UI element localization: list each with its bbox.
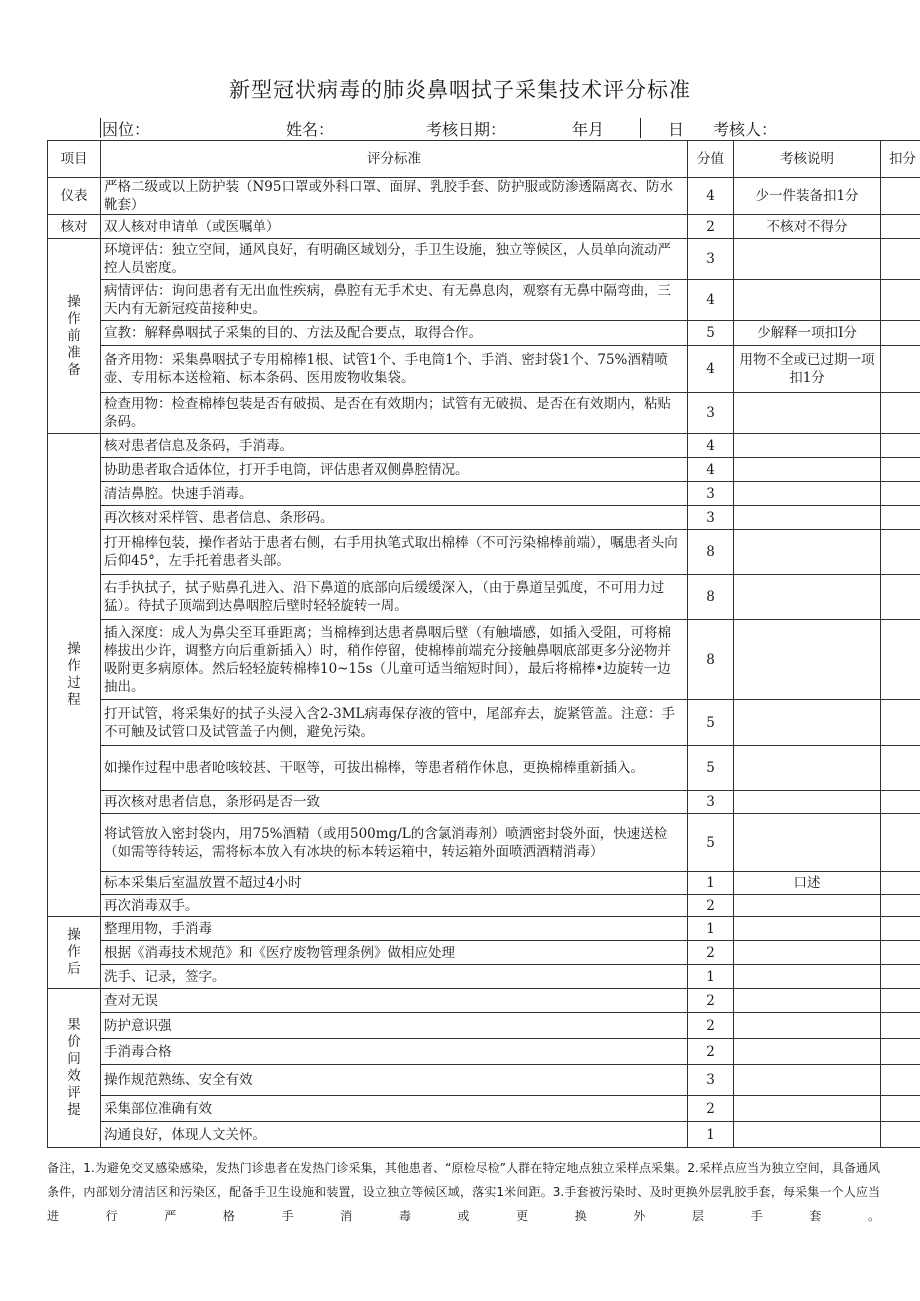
note-cell <box>734 989 881 1013</box>
footnote-remarks: 备注，1.为避免交叉感染感染，发热门诊患者在发热门诊采集，其他患者、“原检尽检”人群在特定地点独立采样点采集。2.采样点应当为独立空间，具备通风条件，内部划分清洁区和污染区，配备手卫生设施和装置，设立独立等候区域，落实1米间距。3.手套被污染时、及时更换外层乳胶手套，每采集一个人应当进行严格手消毒或更换外层手套。 <box>47 1161 880 1223</box>
score-cell: 2 <box>688 215 734 239</box>
deduct-cell[interactable] <box>881 321 920 346</box>
criteria-cell: 病情评估：询问患者有无出血性疾病，鼻腔有无手术史、有无鼻息肉，观察有无鼻中隔弯曲，三天内有无新冠疫苗接种史。 <box>101 280 688 321</box>
note-cell: 口述 <box>734 872 881 895</box>
score-cell: 1 <box>688 965 734 989</box>
table-row <box>48 700 920 746</box>
deduct-cell[interactable] <box>881 917 920 941</box>
score-cell: 3 <box>688 393 734 434</box>
criteria-cell: 严格二级或以上防护装（N95口罩或外科口罩、面屏、乳胶手套、防护服或防渗透隔离衣、防水靴套） <box>101 178 688 215</box>
table-header-row <box>48 141 920 178</box>
score-cell: 2 <box>688 989 734 1013</box>
table-row <box>48 1096 920 1122</box>
category-cell: 仪表 <box>48 178 101 215</box>
criteria-cell: 核对患者信息及条码，手消毒。 <box>101 434 688 458</box>
table-row <box>48 1013 920 1039</box>
deduct-cell[interactable] <box>881 1039 920 1065</box>
score-cell: 2 <box>688 941 734 965</box>
note-cell <box>734 575 881 620</box>
score-cell: 2 <box>688 1039 734 1065</box>
table-row <box>48 895 920 917</box>
deduct-cell[interactable] <box>881 239 920 280</box>
category-cell: 核对 <box>48 215 101 239</box>
deduct-cell[interactable] <box>881 346 920 393</box>
deduct-cell[interactable] <box>881 393 920 434</box>
deduct-cell[interactable] <box>881 1122 920 1148</box>
table-row <box>48 321 920 346</box>
score-cell: 3 <box>688 239 734 280</box>
table-row <box>48 178 920 215</box>
criteria-cell: 采集部位准确有效 <box>101 1096 688 1122</box>
scoring-table <box>47 140 920 1148</box>
note-cell <box>734 700 881 746</box>
note-cell <box>734 1122 881 1148</box>
name-label: 姓名： <box>286 120 335 139</box>
deduct-cell[interactable] <box>881 458 920 482</box>
unit-label: 因位： <box>102 120 151 139</box>
score-cell: 4 <box>688 280 734 321</box>
deduct-cell[interactable] <box>881 506 920 530</box>
deduct-cell[interactable] <box>881 530 920 575</box>
criteria-cell: 防护意识强 <box>101 1013 688 1039</box>
criteria-cell: 环境评估：独立空间，通风良好，有明确区域划分，手卫生设施，独立等候区，人员单向流动严控人员密度。 <box>101 239 688 280</box>
examiner-label: 考核人： <box>713 120 778 139</box>
criteria-cell: 再次消毒双手。 <box>101 895 688 917</box>
note-cell <box>734 239 881 280</box>
table-row <box>48 458 920 482</box>
deduct-cell[interactable] <box>881 215 920 239</box>
score-cell: 3 <box>688 506 734 530</box>
table-row <box>48 393 920 434</box>
deduct-cell[interactable] <box>881 872 920 895</box>
score-cell: 5 <box>688 746 734 791</box>
criteria-cell: 协助患者取合适体位，打开手电筒，评估患者双侧鼻腔情况。 <box>101 458 688 482</box>
table-row <box>48 280 920 321</box>
category-cell <box>48 917 101 989</box>
score-cell: 3 <box>688 791 734 814</box>
note-cell <box>734 620 881 700</box>
deduct-cell[interactable] <box>881 791 920 814</box>
note-cell: 不核对不得分 <box>734 215 881 239</box>
criteria-cell: 整理用物，手消毒 <box>101 917 688 941</box>
deduct-cell[interactable] <box>881 895 920 917</box>
deduct-cell[interactable] <box>881 1096 920 1122</box>
note-cell <box>734 1013 881 1039</box>
score-cell: 8 <box>688 575 734 620</box>
criteria-cell: 宣教：解释鼻咽拭子采集的目的、方法及配合要点，取得合作。 <box>101 321 688 346</box>
info-divider <box>640 118 641 138</box>
table-row <box>48 575 920 620</box>
table-row <box>48 1122 920 1148</box>
table-row <box>48 434 920 458</box>
table-row <box>48 239 920 280</box>
score-cell: 1 <box>688 1122 734 1148</box>
deduct-cell[interactable] <box>881 941 920 965</box>
note-cell <box>734 393 881 434</box>
note-cell <box>734 280 881 321</box>
deduct-cell[interactable] <box>881 1013 920 1039</box>
score-cell: 4 <box>688 458 734 482</box>
deduct-cell[interactable] <box>881 989 920 1013</box>
score-cell: 3 <box>688 482 734 506</box>
criteria-cell: 右手执拭子，拭子贴鼻孔进入、沿下鼻道的底部向后缓缓深入，（由于鼻道呈弧度，不可用力过猛）。待拭子顶端到达鼻咽腔后壁时轻轻旋转一周。 <box>101 575 688 620</box>
deduct-cell[interactable] <box>881 700 920 746</box>
category-cell <box>48 434 101 917</box>
score-cell: 1 <box>688 872 734 895</box>
criteria-cell: 将试管放入密封袋内，用75%酒精（或用500mg/L的含氯消毒剂）喷洒密封袋外面，快速送检（如需等待转运，需将标本放入有冰块的标本转运箱中，转运箱外面喷洒酒精消毒） <box>101 814 688 872</box>
table-row <box>48 989 920 1013</box>
header-note: 考核说明 <box>734 141 881 178</box>
criteria-cell: 手消毒合格 <box>101 1039 688 1065</box>
table-row <box>48 346 920 393</box>
note-cell <box>734 814 881 872</box>
score-cell: 2 <box>688 1096 734 1122</box>
table-row <box>48 917 920 941</box>
category-text: 操作后 <box>67 927 81 977</box>
table-row <box>48 872 920 895</box>
month-label: 年月 <box>572 120 605 139</box>
note-cell <box>734 434 881 458</box>
criteria-cell: 清洁鼻腔。快速手消毒。 <box>101 482 688 506</box>
criteria-cell: 再次核对患者信息，条形码是否一致 <box>101 791 688 814</box>
note-cell <box>734 1065 881 1096</box>
table-row <box>48 814 920 872</box>
table-row <box>48 482 920 506</box>
table-row <box>48 941 920 965</box>
table-row <box>48 791 920 814</box>
score-cell: 8 <box>688 530 734 575</box>
table-row <box>48 746 920 791</box>
criteria-cell: 双人核对申请单（或医嘱单） <box>101 215 688 239</box>
score-cell: 5 <box>688 321 734 346</box>
score-cell: 5 <box>688 814 734 872</box>
criteria-cell: 查对无误 <box>101 989 688 1013</box>
table-row <box>48 215 920 239</box>
criteria-cell: 再次核对采样管、患者信息、条形码。 <box>101 506 688 530</box>
note-cell <box>734 917 881 941</box>
score-cell: 4 <box>688 346 734 393</box>
score-cell: 2 <box>688 1013 734 1039</box>
deduct-cell[interactable] <box>881 178 920 215</box>
criteria-cell: 打开试管，将采集好的拭子头浸入含2-3ML病毒保存液的管中，尾部弃去，旋紧管盖。注意：手不可触及试管口及试管盖子内侧，避免污染。 <box>101 700 688 746</box>
criteria-cell: 沟通良好，体现人文关怀。 <box>101 1122 688 1148</box>
deduct-cell[interactable] <box>881 434 920 458</box>
table-row <box>48 965 920 989</box>
note-cell <box>734 506 881 530</box>
header-score-text: 分值 <box>697 151 724 167</box>
deduct-cell[interactable] <box>881 482 920 506</box>
note-cell <box>734 746 881 791</box>
day-label: 日 <box>668 120 685 139</box>
exam-date-label: 考核日期： <box>426 120 507 139</box>
score-cell: 5 <box>688 700 734 746</box>
note-cell <box>734 965 881 989</box>
note-cell <box>734 791 881 814</box>
criteria-cell: 洗手、记录，签字。 <box>101 965 688 989</box>
note-cell <box>734 530 881 575</box>
score-cell: 3 <box>688 1065 734 1096</box>
header-item: 项目 <box>48 141 101 178</box>
deduct-cell[interactable] <box>881 280 920 321</box>
header-deduct <box>881 141 920 178</box>
criteria-cell: 备齐用物：采集鼻咽拭子专用棉棒1根、试管1个、手电筒1个、手消、密封袋1个、75%酒精喷壶、专用标本送检箱、标本条码、医用废物收集袋。 <box>101 346 688 393</box>
note-cell: 用物不全或已过期一项扣1分 <box>734 346 881 393</box>
note-cell <box>734 895 881 917</box>
header-score <box>688 141 734 178</box>
category-text: 操作前准备 <box>67 293 81 378</box>
deduct-cell[interactable] <box>881 965 920 989</box>
note-cell <box>734 1039 881 1065</box>
score-cell: 2 <box>688 895 734 917</box>
table-row <box>48 506 920 530</box>
criteria-cell: 检查用物：检查棉棒包装是否有破损、是否在有效期内；试管有无破损、是否在有效期内，粘贴条码。 <box>101 393 688 434</box>
category-text: 果价问效评提 <box>67 1017 81 1118</box>
table-row <box>48 1065 920 1096</box>
note-cell <box>734 1096 881 1122</box>
table-row <box>48 530 920 575</box>
deduct-cell[interactable] <box>881 575 920 620</box>
deduct-cell[interactable] <box>881 1065 920 1096</box>
score-cell: 4 <box>688 434 734 458</box>
criteria-cell: 如操作过程中患者呛咳较甚、干呕等，可拔出棉棒，等患者稍作休息，更换棉棒重新插入。 <box>101 746 688 791</box>
criteria-cell: 操作规范熟练、安全有效 <box>101 1065 688 1096</box>
table-row <box>48 1039 920 1065</box>
criteria-cell: 打开棉棒包装，操作者站于患者右侧，右手用执笔式取出棉棒（不可污染棉棒前端），嘱患者头向后仰45°，左手托着患者头部。 <box>101 530 688 575</box>
criteria-cell: 根据《消毒技术规范》和《医疗废物管理条例》做相应处理 <box>101 941 688 965</box>
criteria-cell: 插入深度：成人为鼻尖至耳垂距离；当棉棒到达患者鼻咽后壁（有触墙感，如插入受阻，可将棉棒拔出少许，调整方向后重新插入）时，稍作停留，使棉棒前端充分接触鼻咽底部更多分泌物并吸附更多病原体。然后轻轻旋转棉棒10~15s（儿童可适当缩短时间），最后将棉棒•边旋转一边抽出。 <box>101 620 688 700</box>
note-cell <box>734 458 881 482</box>
exam-info-row <box>100 117 880 139</box>
category-text: 操作过程 <box>67 641 81 708</box>
note-cell: 少一件装备扣1分 <box>734 178 881 215</box>
deduct-cell[interactable] <box>881 620 920 700</box>
info-divider <box>100 118 101 138</box>
score-cell: 8 <box>688 620 734 700</box>
criteria-cell: 标本采集后室温放置不超过4小时 <box>101 872 688 895</box>
table-row <box>48 620 920 700</box>
note-cell <box>734 482 881 506</box>
category-cell <box>48 239 101 434</box>
deduct-cell[interactable] <box>881 814 920 872</box>
page-title: 新型冠状病毒的肺炎鼻咽拭子采集技术评分标准 <box>229 78 691 102</box>
deduct-cell[interactable] <box>881 746 920 791</box>
category-cell <box>48 989 101 1148</box>
note-cell <box>734 941 881 965</box>
header-deduct-text: 扣分 <box>889 151 916 167</box>
header-criteria: 评分标准 <box>101 141 688 178</box>
score-cell: 4 <box>688 178 734 215</box>
note-cell: 少解释一项扣I分 <box>734 321 881 346</box>
score-cell: 1 <box>688 917 734 941</box>
